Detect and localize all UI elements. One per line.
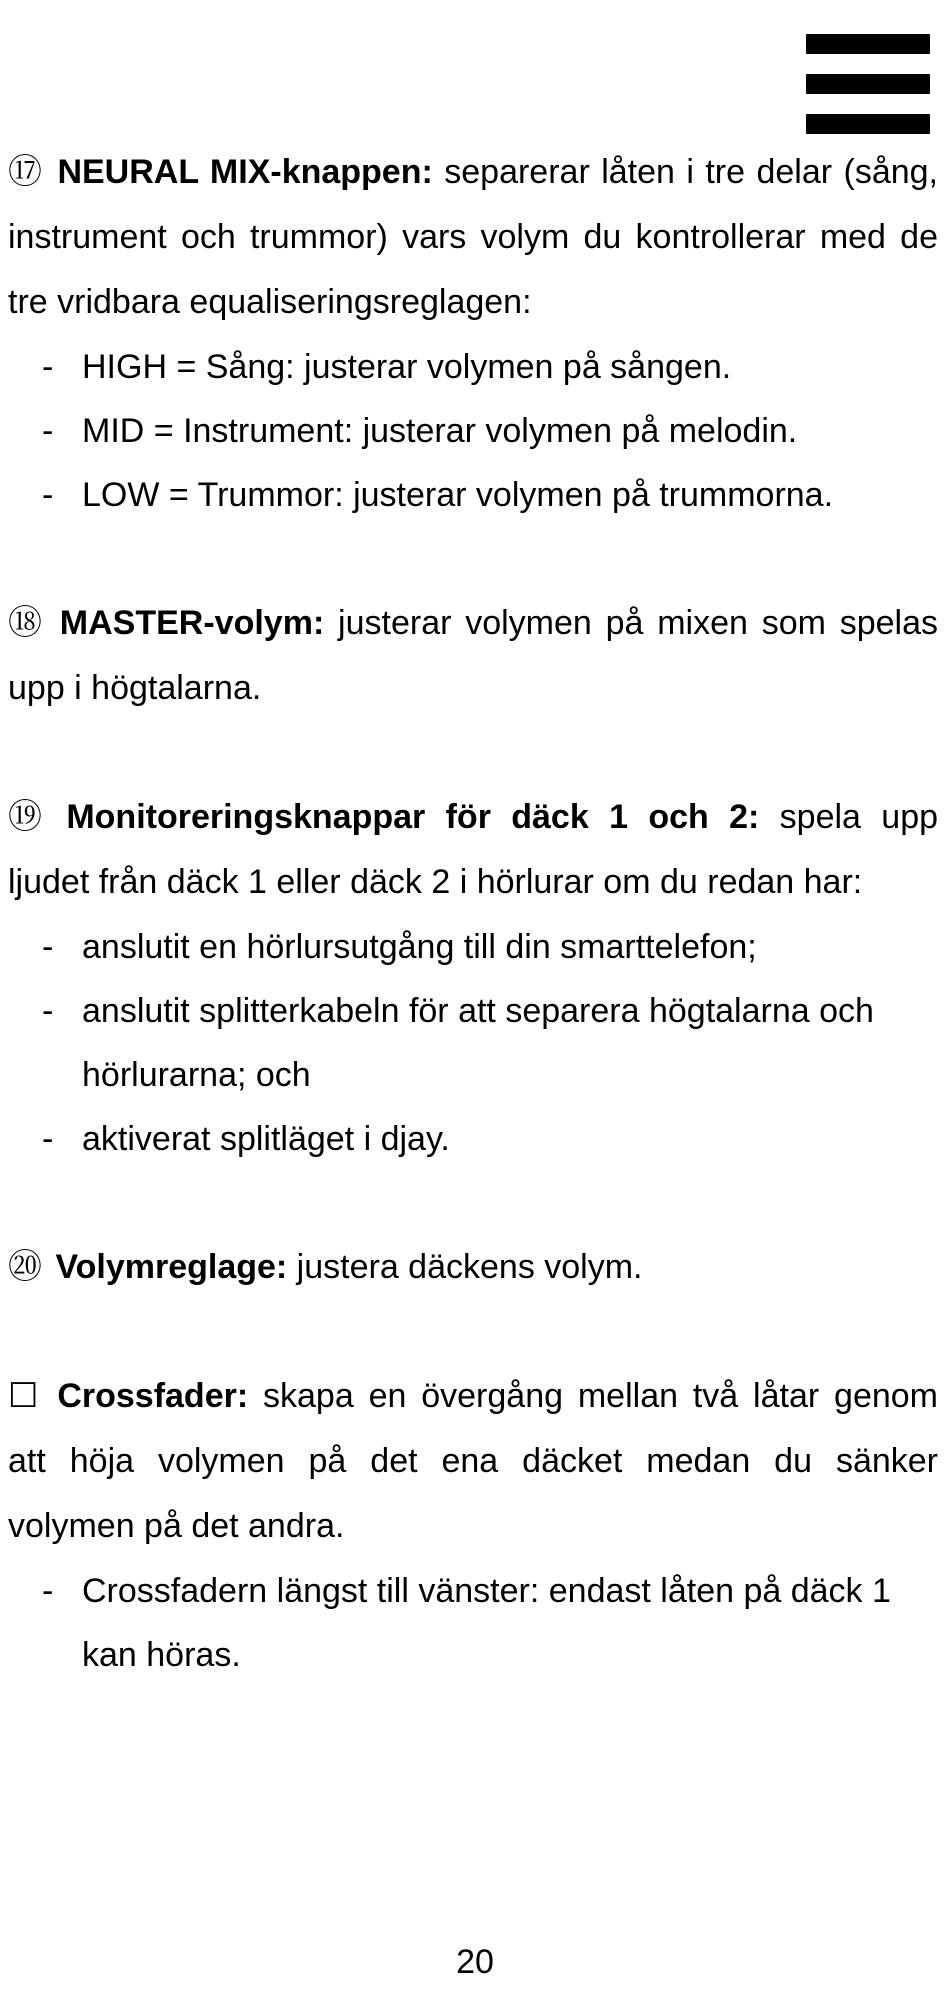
item-label: MASTER-volym: [59,604,325,642]
menu-icon-bar [806,114,930,134]
item-number: ⑲ [8,798,42,836]
list-item-text: anslutit splitterkabeln för att separera högtalarna och hörlurarna; och [82,992,874,1094]
item-label: Volymreglage: [55,1248,288,1286]
list-item [8,335,938,399]
item-number: ⑱ [8,604,42,642]
bullet-dash: - [42,1120,54,1158]
list-item [8,463,938,527]
item-label: Crossfader: [57,1377,249,1415]
manual-content [8,140,938,1687]
item-label: NEURAL MIX-knappen: [57,153,433,191]
list-item [8,1107,938,1171]
list-item [8,1559,938,1687]
list-item-text: Crossfadern längst till vänster: endast låten på däck 1 kan höras. [82,1572,891,1674]
bullet-dash: - [42,476,54,514]
list-item [8,399,938,463]
section-monitoring-buttons [8,785,938,1171]
section-master-volume [8,591,938,721]
menu-icon[interactable] [806,34,930,134]
list-item-text: LOW = Trummor: justerar volymen på trummorna. [82,476,834,514]
item-label: Monitoreringsknappar för däck 1 och 2: [66,798,760,836]
list-item-text: anslutit en hörlursutgång till din smarttelefon; [82,928,757,966]
bullet-dash: - [42,992,54,1030]
list-item-text: aktiverat splitläget i djay. [82,1120,450,1158]
menu-icon-bar [806,34,930,54]
bullet-dash: - [42,348,54,386]
item-description: justera däckens volym. [287,1248,643,1286]
item-number: ⑰ [8,153,42,191]
section-volume-sliders [8,1235,938,1300]
section-paragraph [8,785,938,915]
list-item-text: MID = Instrument: justerar volymen på melodin. [82,412,798,450]
section-neural-mix [8,140,938,527]
bullet-dash: - [42,412,54,450]
item-description: spela upp ljudet från däck 1 eller däck 2 i hörlurar om du redan har: [8,798,939,901]
section-paragraph [8,1364,938,1559]
item-description: skapa en övergång mellan två låtar genom att höja volymen på det ena däcket medan du sänker volymen på det andra. [8,1377,938,1545]
item-number: ☐ [8,1377,39,1415]
list-item [8,915,938,979]
bullet-list [8,1559,938,1687]
section-paragraph [8,1235,938,1300]
section-paragraph [8,591,938,721]
bullet-list [8,915,938,1171]
bullet-dash: - [42,1572,54,1610]
menu-icon-bar [806,74,930,94]
bullet-list [8,335,938,527]
section-crossfader [8,1364,938,1687]
page-number: 20 [456,1943,494,1981]
bullet-dash: - [42,928,54,966]
section-paragraph [8,140,938,335]
item-description: justerar volymen på mixen som spelas upp i högtalarna. [8,604,938,707]
list-item [8,979,938,1107]
item-description: separerar låten i tre delar (sång, instrument och trummor) vars volym du kontrollerar med de tre vridbara equaliseringsreglagen: [8,153,938,321]
item-number: ⑳ [8,1248,42,1286]
list-item-text: HIGH = Sång: justerar volymen på sången. [82,348,732,386]
